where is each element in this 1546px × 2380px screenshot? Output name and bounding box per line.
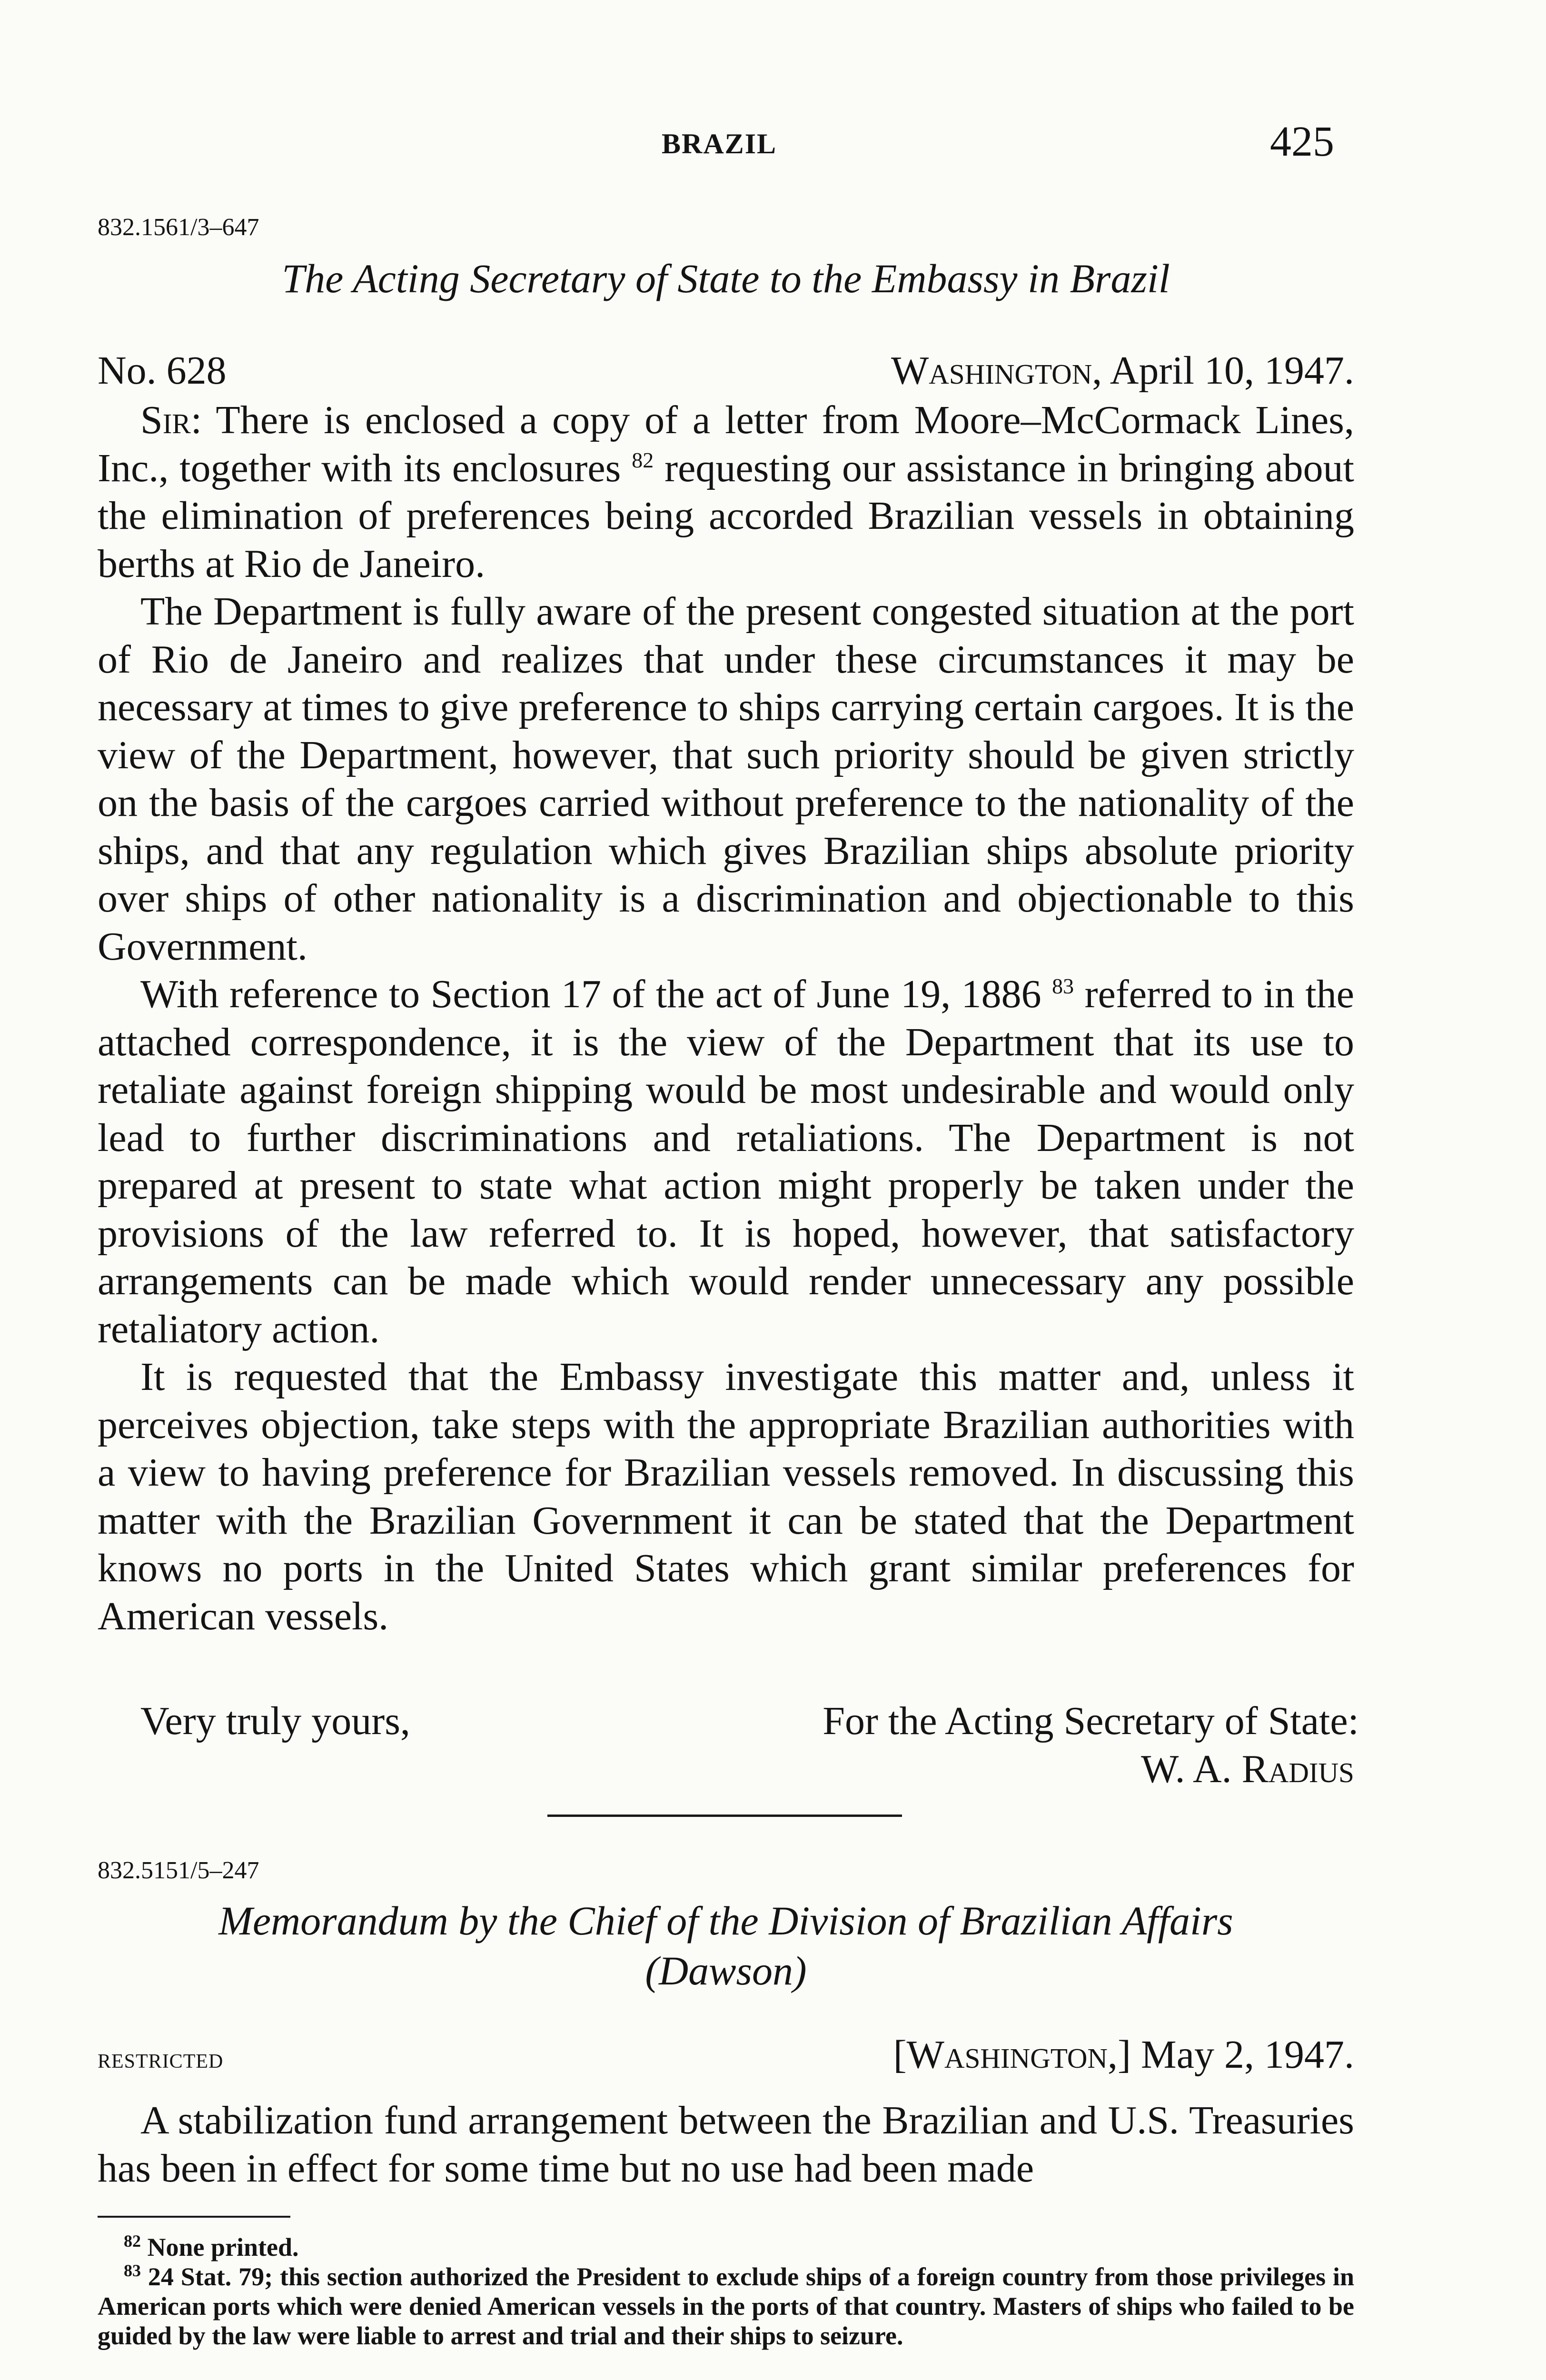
letter-body [98,397,1354,1640]
footnote-83-mark: 83 [124,2261,141,2280]
paragraph-4: It is requested that the Embassy investigate this matter and, unless it perceives objection, take steps with the appropriate Brazilian authorities with a view to having preference for Brazilian vessels removed. In discussing this matter with the Brazilian Government it can be stated that the Department knows no ports in the United States which grant similar preferences for American vessels. [98,1355,1354,1638]
section-divider [547,1815,902,1817]
footnote-divider [98,2216,290,2218]
paragraph-3-text-b: referred to in the attached correspondence, it is the view of the Department that its use to retaliate against foreign shipping would be most undesirable and would only lead to further discriminations and retaliations. The Department is not prepared at present to state what action might properly be taken under the provisions of the law referred to. It is hoped, however, that satisfactory arrangements can be made which would render unnecessary any possible retaliatory action. [98,972,1355,1351]
file-number-1: 832.1561/3–647 [98,214,259,241]
date: April 10, 1947. [1110,348,1354,393]
signer-name: W. A. Radius [1141,1747,1354,1791]
document-title-2-line-1: Memorandum by the Chief of the Division of Brazilian Affairs [218,1898,1233,1944]
date-2: May 2, 1947. [1141,2033,1354,2077]
closing-row [98,1698,1359,1744]
salutation: Sir: [140,398,202,442]
paragraph-2: The Department is fully aware of the present congested situation at the port of Rio de Janeiro and realizes that under these circumstances it may be necessary at times to give preference to ships carrying certain cargoes. It is the view of the Department, however, that such priority should be given strictly on the basis of the cargoes carried without preference to the nationality of the ships, and that any regulation which gives Brazilian ships absolute priority over ships of other nationality is a discrimination and objectionable to this Government. [98,589,1354,969]
place-date-2 [893,2032,1354,2078]
closing: Very truly yours, [140,1699,410,1743]
dateline-2 [98,2032,1354,2078]
footnotes [98,2232,1354,2350]
paragraph-1-text-a: There is enclosed a copy of a letter from Moore–McCormack Lines, Inc., together with its enclosures [98,398,1354,490]
memo-body [98,2097,1354,2192]
file-number-2: 832.5151/5–247 [98,1857,259,1884]
paragraph-3 [98,971,1354,1353]
footnote-82-text: None printed. [147,2233,299,2261]
page-number: 425 [1270,118,1334,165]
document-title-1: The Acting Secretary of State to the Embassy in Brazil [282,256,1170,301]
place-date [891,347,1354,394]
classification-label: restricted [98,2043,224,2074]
footnote-83 [98,2262,1354,2350]
footnote-ref-83: 83 [1052,974,1074,998]
paragraph-3-text-a: With reference to Section 17 of the act of June 19, 1886 [140,972,1041,1016]
signature-line: For the Acting Secretary of State: [823,1699,1359,1743]
memo-paragraph-1: A stabilization fund arrangement between the Brazilian and U.S. Treasuries has been in effect for some time but no use had been made [98,2098,1354,2191]
footnote-82-mark: 82 [124,2231,141,2251]
document-title-2-line-2: (Dawson) [645,1948,807,1993]
footnote-82 [98,2232,1354,2262]
footnote-ref-82: 82 [632,447,654,472]
place-2: [Washington,] [893,2033,1131,2077]
running-head: BRAZIL [662,128,777,159]
paragraph-1 [98,397,1354,588]
dateline-1 [98,347,1354,394]
document-number: No. 628 [98,348,227,393]
place: Washington, [891,348,1102,393]
signer [1050,1746,1354,1792]
footnote-83-text: 24 Stat. 79; this section authorized the President to exclude ships of a foreign country from those privileges in American ports which were denied American vessels in the ports of that country. Masters of ships who failed to be guided by the law were liable to arrest and trial and their ships to seizure. [98,2262,1354,2350]
paragraph-1-text-b: requesting our assistance in bringing about the elimination of preferences being accorded Brazilian vessels in obtaining berths at Rio de Janeiro. [98,446,1355,586]
